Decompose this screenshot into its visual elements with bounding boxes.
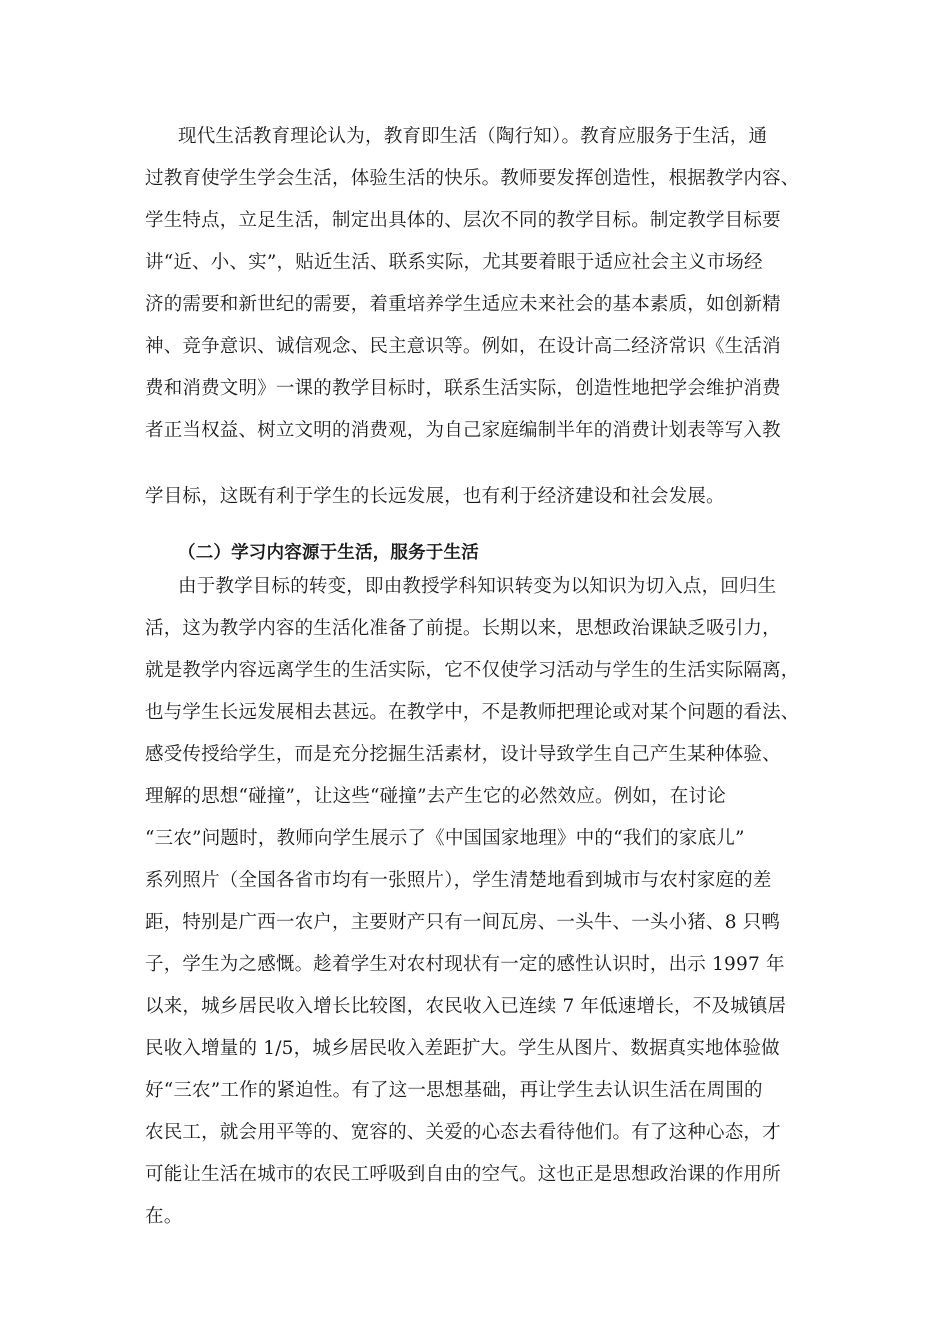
section-2-line-13: 好“三农”工作的紧迫性。有了这一思想基础，再让学生去认识生活在周围的 (145, 1080, 763, 1101)
paragraph-1-line-7: 费和消费文明》一课的教学目标时，联系生活实际，创造性地把学会维护消费 (145, 378, 781, 399)
section-2-line-11: 以来，城乡居民收入增长比较图，农民收入已连续 7 年低速增长，不及城镇居 (145, 996, 787, 1017)
section-2-line-3: 就是教学内容远离学生的生活实际，它不仅使学习活动与学生的生活实际隔离， (145, 660, 800, 681)
paragraph-1-line-9: 学目标，这既有利于学生的长远发展，也有利于经济建设和社会发展。 (145, 486, 725, 507)
paragraph-1-line-1: 现代生活教育理论认为，教育即生活（陶行知）。教育应服务于生活，通 (178, 126, 768, 147)
section-2-line-5: 感受传授给学生，而是充分挖掘生活素材，设计导致学生自己产生某种体验、 (145, 744, 781, 765)
section-2-line-16: 在。 (145, 1206, 183, 1227)
section-2-line-4: 也与学生长远发展相去甚远。在教学中，不是教师把理论或对某个问题的看法、 (145, 702, 800, 723)
paragraph-1-line-5: 济的需要和新世纪的需要，着重培养学生适应未来社会的基本素质，如创新精 (145, 294, 781, 315)
section-2-line-10: 子，学生为之感慨。趁着学生对农村现状有一定的感性认识时，出示 1997 年 (145, 954, 785, 975)
section-2-line-12: 民收入增量的 1/5，城乡居民收入差距扩大。学生从图片、数据真实地体验做 (145, 1038, 780, 1059)
section-2-line-6: 理解的思想“碰撞”，让这些“碰撞”去产生它的必然效应。例如，在讨论 (145, 786, 726, 807)
section-2-line-9: 距，特别是广西一农户，主要财产只有一间瓦房、一头牛、一头小猪、8 只鸭 (145, 912, 781, 933)
paragraph-1-line-8: 者正当权益、树立文明的消费观，为自己家庭编制半年的消费计划表等写入教 (145, 420, 781, 441)
section-2-line-7: “三农”问题时，教师向学生展示了《中国国家地理》中的“我们的家底儿” (145, 828, 745, 849)
paragraph-1-line-4: 讲“近、小、实”，贴近生活、联系实际，尤其要着眼于适应社会主义市场经 (145, 252, 763, 273)
paragraph-1-line-6: 神、竞争意识、诚信观念、民主意识等。例如，在设计高二经济常识《生活消 (145, 336, 781, 357)
paragraph-1-line-2: 过教育使学生学会生活，体验生活的快乐。教师要发挥创造性，根据教学内容、 (145, 168, 800, 189)
section-heading: （二）学习内容源于生活，服务于生活 (178, 543, 479, 563)
section-2-line-1: 由于教学目标的转变，即由教授学科知识转变为以知识为切入点，回归生 (178, 576, 777, 597)
section-2-line-15: 可能让生活在城市的农民工呼吸到自由的空气。这也正是思想政治课的作用所 (145, 1164, 781, 1185)
section-2-line-14: 农民工，就会用平等的、宽容的、关爱的心态去看待他们。有了这种心态，才 (145, 1122, 781, 1143)
section-2-line-8: 系列照片（全国各省市均有一张照片），学生清楚地看到城市与农村家庭的差 (145, 870, 772, 891)
paragraph-1-line-3: 学生特点，立足生活，制定出具体的、层次不同的教学目标。制定教学目标要 (145, 210, 781, 231)
section-2-line-2: 活，这为教学内容的生活化准备了前提。长期以来，思想政治课缺乏吸引力， (145, 618, 781, 639)
